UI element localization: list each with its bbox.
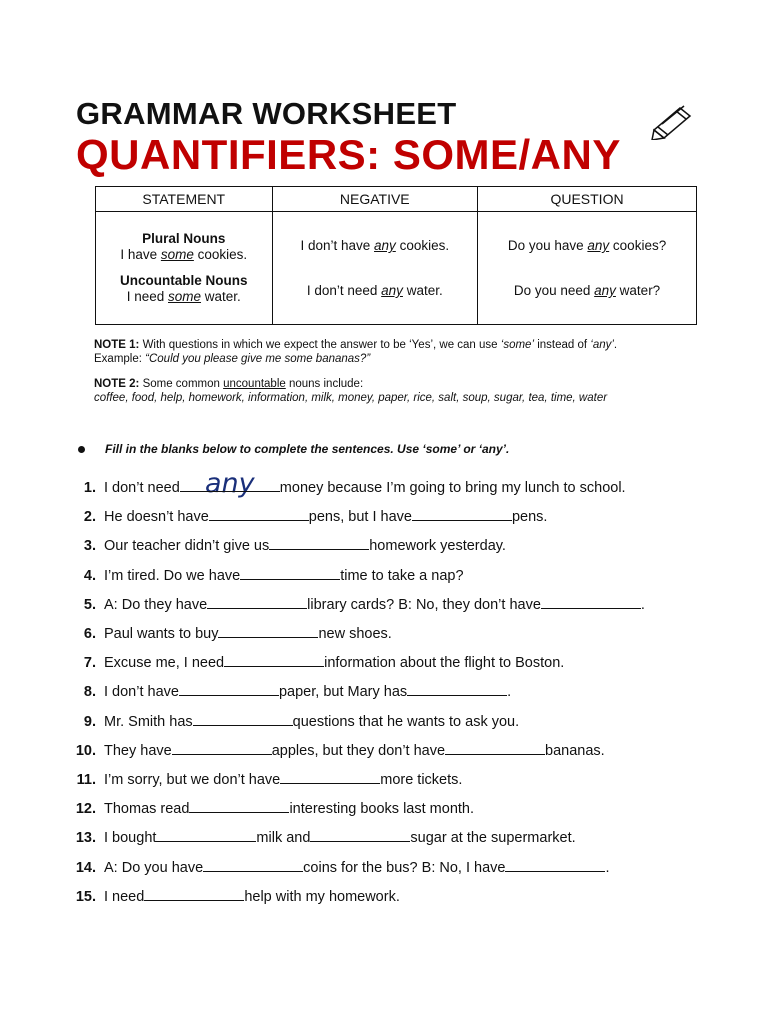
question-text: apples, but they don’t have <box>271 742 446 759</box>
question-text: I don’t have <box>104 684 179 701</box>
answer-blank[interactable] <box>179 683 279 696</box>
question-row <box>70 829 576 846</box>
answer-blank[interactable] <box>280 771 380 784</box>
question-text: pens. <box>511 509 548 526</box>
question-text: interesting books last month. <box>289 801 475 818</box>
answer-blank[interactable] <box>412 508 512 521</box>
example-answer: any <box>205 468 255 499</box>
uncountable-negative: I don’t need any water. <box>306 283 443 298</box>
question-text: paper, but Mary has <box>278 684 408 701</box>
question-row <box>70 479 626 496</box>
question-row <box>70 508 547 525</box>
answer-blank[interactable] <box>541 596 641 609</box>
question-text: library cards? B: No, they don’t have <box>307 596 541 613</box>
question-text: . <box>605 859 610 876</box>
question-text: A: Do they have <box>104 596 208 613</box>
plural-statement: I have some cookies. <box>120 247 248 262</box>
question-number: 8. <box>83 684 96 701</box>
worksheet-title: GRAMMAR WORKSHEET <box>76 96 457 131</box>
answer-blank[interactable] <box>407 683 507 696</box>
question-number: 3. <box>83 538 96 555</box>
question-text: . <box>640 596 645 613</box>
question-number: 12. <box>75 801 96 818</box>
header-negative: NEGATIVE <box>272 187 478 212</box>
question-number: 1. <box>83 480 96 496</box>
question-text: I’m sorry, but we don’t have <box>104 772 281 788</box>
uncountable-statement: I need some water. <box>126 289 241 304</box>
note-1: NOTE 1: With questions in which we expect the answer to be ‘Yes’, we can use ‘some’ instead of ‘any’. Example: “Could you please give me some bananas?” <box>94 339 618 365</box>
plural-nouns-heading: Plural Nouns <box>142 231 226 246</box>
question-number: 11. <box>76 772 96 788</box>
worksheet-subtitle: QUANTIFIERS: SOME/ANY <box>76 131 621 178</box>
answer-blank[interactable] <box>180 479 280 492</box>
question-row <box>70 742 605 759</box>
negative-cell <box>272 212 478 325</box>
question-row <box>70 771 462 788</box>
answer-blank[interactable] <box>203 859 303 872</box>
question-text: Thomas read <box>104 801 190 818</box>
answer-blank[interactable] <box>193 713 293 726</box>
reference-table <box>95 186 697 325</box>
answer-blank[interactable] <box>144 888 244 901</box>
question-row <box>70 567 464 584</box>
question-text: Mr. Smith has <box>104 713 193 730</box>
question-number: 13. <box>75 830 96 847</box>
question-text: homework yesterday. <box>369 538 506 555</box>
plural-negative: I don’t have any cookies. <box>300 238 450 253</box>
question-row <box>70 654 564 671</box>
header-question: QUESTION <box>478 187 697 212</box>
question-row <box>70 800 474 817</box>
question-text: coins for the bus? B: No, I have <box>303 859 506 876</box>
answer-blank[interactable] <box>207 596 307 609</box>
answer-blank[interactable] <box>269 537 369 550</box>
question-row <box>70 713 519 730</box>
question-text: information about the flight to Boston. <box>324 655 565 672</box>
question-text: time to take a nap? <box>340 567 464 584</box>
question-text: Our teacher didn’t give us <box>104 538 270 555</box>
question-number: 4. <box>83 567 96 584</box>
question-text: A: Do you have <box>104 859 204 876</box>
question-number: 7. <box>83 655 96 672</box>
question-text: Paul wants to buy <box>104 626 219 642</box>
answer-blank[interactable] <box>156 829 256 842</box>
question-row <box>70 537 506 554</box>
question-text: . <box>507 684 512 701</box>
question-row <box>70 683 511 700</box>
question-text: sugar at the supermarket. <box>410 830 576 847</box>
answer-blank[interactable] <box>218 625 318 638</box>
question-text: pens, but I have <box>308 509 412 526</box>
question-number: 14. <box>75 859 96 876</box>
answer-blank[interactable] <box>189 800 289 813</box>
question-number: 15. <box>75 888 96 905</box>
answer-blank[interactable] <box>240 567 340 580</box>
question-text: They have <box>104 742 172 759</box>
pencil-icon <box>650 100 696 140</box>
answer-blank[interactable] <box>445 742 545 755</box>
question-number: 9. <box>83 713 96 730</box>
question-row <box>70 888 400 905</box>
header-statement: STATEMENT <box>96 187 273 212</box>
question-text: Excuse me, I need <box>104 655 225 672</box>
uncountable-nouns-heading: Uncountable Nouns <box>120 273 248 288</box>
question-number: 5. <box>83 596 96 613</box>
question-text: help with my homework. <box>244 888 400 905</box>
question-text: I’m tired. Do we have <box>104 567 241 584</box>
answer-blank[interactable] <box>310 829 410 842</box>
question-text: I bought <box>104 830 157 847</box>
question-row <box>70 625 392 642</box>
note-2: NOTE 2: Some common uncountable nouns include: coffee, food, help, homework, information, milk, money, paper, rice, salt, soup, sugar, tea, time, water <box>94 378 608 404</box>
question-number: 6. <box>83 626 96 642</box>
question-text: milk and <box>256 830 311 847</box>
statement-cell <box>96 212 273 325</box>
uncountable-question: Do you need any water? <box>513 283 661 298</box>
answer-blank[interactable] <box>505 859 605 872</box>
answer-blank[interactable] <box>209 508 309 521</box>
question-row <box>70 596 645 613</box>
question-text: I need <box>104 888 145 905</box>
answer-blank[interactable] <box>224 654 324 667</box>
question-text: He doesn’t have <box>104 509 209 526</box>
question-text: I don’t need <box>104 480 180 496</box>
question-row <box>70 859 610 876</box>
question-text: more tickets. <box>380 772 463 788</box>
question-number: 10. <box>75 742 96 759</box>
question-text: money because I’m going to bring my lunch to school. <box>279 480 626 496</box>
question-text: questions that he wants to ask you. <box>292 713 520 730</box>
question-number: 2. <box>83 509 96 526</box>
answer-blank[interactable] <box>172 742 272 755</box>
question-text: new shoes. <box>318 626 392 642</box>
plural-question: Do you have any cookies? <box>507 238 667 253</box>
question-text: bananas. <box>545 742 605 759</box>
question-cell <box>478 212 697 325</box>
instruction-text: Fill in the blanks below to complete the sentences. Use ‘some’ or ‘any’. <box>105 442 510 456</box>
bullet-icon <box>78 446 85 453</box>
